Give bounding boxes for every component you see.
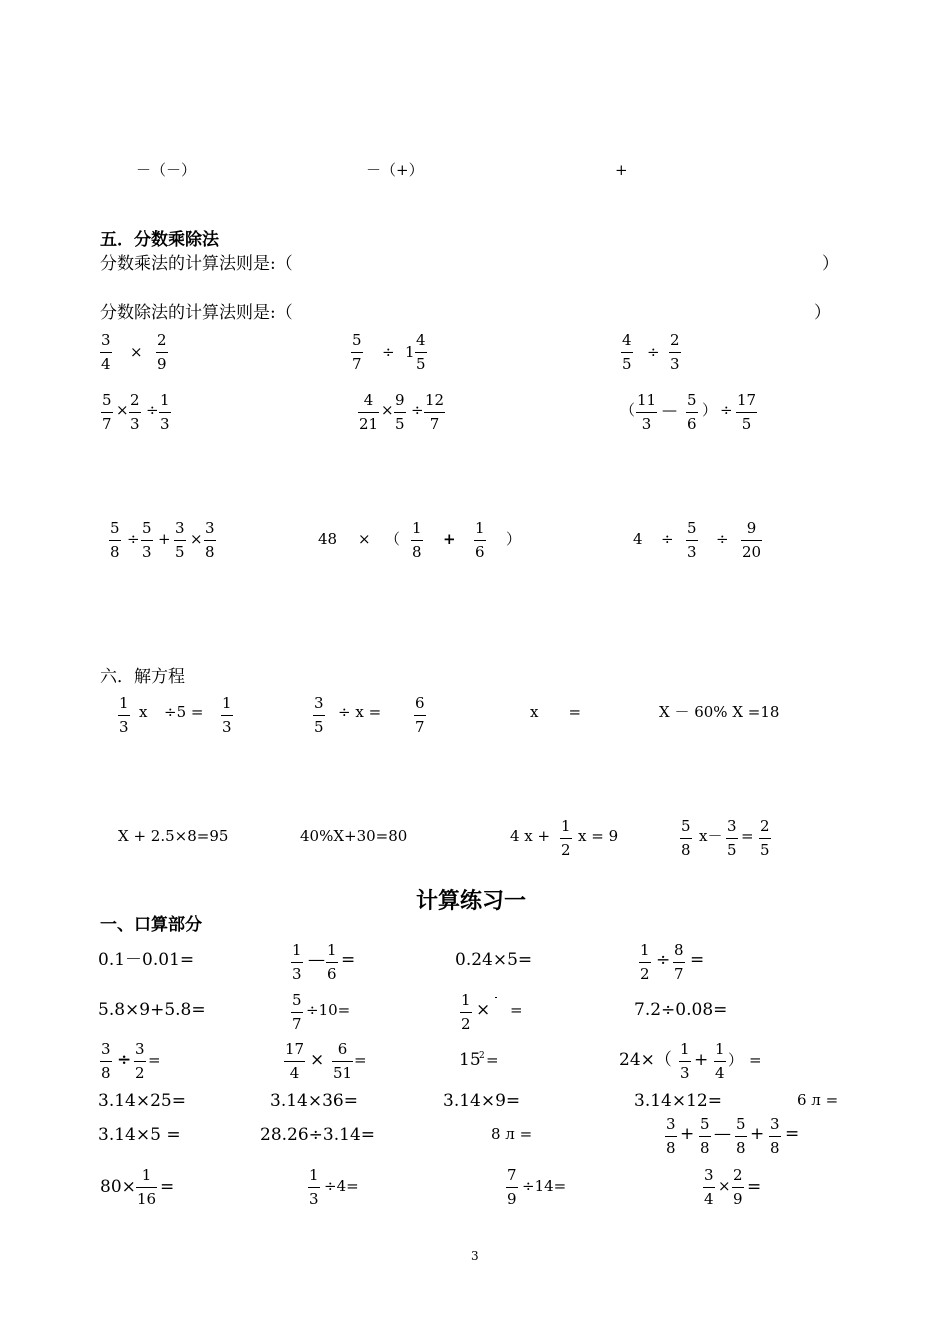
fraction: 1 3 [292, 941, 302, 983]
rule-multiplication-close: ） [822, 254, 839, 274]
fraction: 5 6 [687, 391, 697, 433]
fraction: 1 8 [412, 519, 422, 561]
fraction: 2 9 [733, 1166, 743, 1208]
fraction: 5 8 [736, 1115, 746, 1157]
times-sign: × [381, 401, 394, 419]
calc-r2-b: ÷10= [306, 1001, 351, 1019]
fraction: 8 7 [674, 941, 684, 983]
plus-sign: + [443, 530, 456, 548]
equation-7-right: x = 9 [578, 827, 619, 845]
fraction: 6 7 [415, 694, 425, 736]
fraction: 3 8 [666, 1115, 676, 1157]
div-sign: ÷ [127, 530, 140, 548]
fraction: 4 5 [416, 331, 426, 373]
fraction: 1 4 [715, 1040, 725, 1082]
calc-r1-c: 0.24×5= [455, 950, 533, 970]
fraction: 1 3 [680, 1040, 690, 1082]
equals-sign: = [741, 827, 754, 845]
calc-r4-e: 6 л = [797, 1091, 839, 1109]
fraction: 5 8 [681, 817, 691, 859]
calc-r3-d-pre: 24×（ [619, 1050, 672, 1070]
div-sign: ÷ [720, 401, 733, 419]
fraction: 6 51 [333, 1040, 353, 1082]
fraction: 17 4 [285, 1040, 305, 1082]
times-sign: × [476, 1000, 491, 1020]
fraction: 4 5 [622, 331, 632, 373]
plus-sign: + [750, 1124, 765, 1144]
equation-variable: x [139, 703, 148, 721]
fraction [495, 993, 497, 1002]
top-expr-2: －（+） [366, 161, 424, 179]
times-sign: × [190, 530, 203, 548]
left-paren: （ [620, 401, 636, 419]
fraction: 1 2 [461, 991, 471, 1033]
number-4: 4 [633, 530, 643, 548]
calc-r2-a: 5.8×9+5.8= [98, 1000, 206, 1020]
equals-sign: = [354, 1051, 367, 1069]
plus-sign: + [158, 530, 171, 548]
times-sign: × [358, 530, 371, 548]
calc-r5-c: 8 л = [491, 1125, 533, 1143]
fraction: 5 3 [142, 519, 152, 561]
rule-division: 分数除法的计算法则是:（ [100, 303, 293, 323]
div-sign: ÷ [117, 1050, 132, 1070]
exercise-title: 计算练习一 [416, 888, 527, 914]
div-sign: ÷ [661, 530, 674, 548]
equals-sign: = [690, 950, 705, 970]
left-paren: （ [385, 530, 401, 548]
fraction: 3 4 [101, 331, 111, 373]
fraction: 3 5 [727, 817, 737, 859]
div-sign: ÷ [656, 950, 671, 970]
calc-r4-c: 3.14×9= [443, 1091, 521, 1111]
fraction: 11 3 [637, 391, 657, 433]
fraction: 12 7 [425, 391, 445, 433]
calc-r4-b: 3.14×36= [270, 1091, 358, 1111]
equation-2-rest: ÷ x = [338, 703, 382, 721]
minus-sign: — [662, 401, 677, 419]
fraction: 5 7 [352, 331, 362, 373]
top-expr-1: －（－） [136, 161, 197, 179]
rule-multiplication: 分数乘法的计算法则是:（ [100, 254, 293, 274]
fraction: 1 3 [222, 694, 232, 736]
fraction: 1 3 [119, 694, 129, 736]
fraction: 1 2 [561, 817, 571, 859]
right-paren: ） [728, 1051, 744, 1069]
right-paren: ） [506, 530, 522, 548]
fraction: 5 3 [687, 519, 697, 561]
calc-r4-d: 3.14×12= [634, 1091, 722, 1111]
equation-4: X － 60% X =18 [659, 703, 780, 721]
fraction: 5 7 [292, 991, 302, 1033]
times-sign: × [718, 1177, 731, 1195]
equals-sign: = [747, 1177, 762, 1197]
rule-division-close: ） [814, 303, 831, 323]
equation-1-rest: ÷5 = [164, 703, 204, 721]
times-sign: × [116, 401, 129, 419]
fraction: 7 9 [507, 1166, 517, 1208]
equation-5: X + 2.5×8=95 [118, 827, 229, 845]
fraction: 5 7 [102, 391, 112, 433]
mixed-whole: 1 [405, 343, 415, 361]
calc-r4-a: 3.14×25= [98, 1091, 186, 1111]
times-sign: × [130, 343, 143, 361]
calc-r6-a-pre: 80× [100, 1177, 136, 1197]
equals-sign: = [160, 1177, 175, 1197]
fraction: 1 2 [640, 941, 650, 983]
fraction: 1 6 [475, 519, 485, 561]
fraction: 9 20 [742, 519, 762, 561]
fraction: 17 5 [737, 391, 757, 433]
number-48: 48 [318, 530, 338, 548]
fraction: 3 8 [101, 1040, 111, 1082]
equals-sign: = [148, 1051, 161, 1069]
section6-heading: 六．解方程 [100, 667, 185, 687]
fraction: 2 3 [670, 331, 680, 373]
plus-sign: + [680, 1124, 695, 1144]
fraction: 1 6 [327, 941, 337, 983]
div-sign: ÷ [411, 401, 424, 419]
fraction: 3 2 [135, 1040, 145, 1082]
top-expr-3: + [615, 161, 628, 179]
fraction: 3 4 [704, 1166, 714, 1208]
calc-r5-b: 28.26÷3.14= [260, 1125, 376, 1145]
calc-r6-b: ÷4= [324, 1177, 359, 1195]
div-sign: ÷ [716, 530, 729, 548]
equals-sign: = [486, 1051, 499, 1069]
fraction: 5 8 [110, 519, 120, 561]
calc-r3-c-base: 15 [459, 1050, 481, 1070]
div-sign: ÷ [382, 343, 395, 361]
section5-heading: 五．分数乘除法 [100, 230, 219, 250]
right-paren: ） [702, 401, 718, 419]
minus-sign: — [308, 950, 325, 970]
fraction: 1 3 [160, 391, 170, 433]
div-sign: ÷ [146, 401, 159, 419]
fraction: 4 21 [359, 391, 379, 433]
fraction: 2 9 [157, 331, 167, 373]
fraction: 3 5 [314, 694, 324, 736]
equals-sign: = [510, 1001, 523, 1019]
plus-sign: + [694, 1050, 709, 1070]
equation-3: x = [530, 703, 582, 721]
calc-r6-c: ÷14= [522, 1177, 567, 1195]
fraction: 5 8 [700, 1115, 710, 1157]
fraction: 3 8 [205, 519, 215, 561]
equals-sign: = [785, 1124, 800, 1144]
fraction: 2 5 [760, 817, 770, 859]
div-sign: ÷ [647, 343, 660, 361]
equals-sign: = [341, 950, 356, 970]
fraction: 1 16 [137, 1166, 157, 1208]
fraction: 1 3 [309, 1166, 319, 1208]
fraction: 3 8 [770, 1115, 780, 1157]
calc-r1-a: 0.1－0.01= [98, 950, 195, 970]
equation-7-left: 4 x + [510, 827, 551, 845]
equation-6: 40%X+30=80 [300, 827, 408, 845]
equals-sign: = [749, 1051, 762, 1069]
fraction: 3 5 [175, 519, 185, 561]
times-sign: × [310, 1050, 325, 1070]
mental-math-heading: 一、口算部分 [100, 915, 202, 935]
equation-8-mid: x－ [699, 827, 723, 845]
calc-r5-a: 3.14×5 = [98, 1125, 181, 1145]
calc-r3-c-exponent: 2 [479, 1051, 485, 1061]
fraction: 9 5 [395, 391, 405, 433]
calc-r2-d: 7.2÷0.08= [634, 1000, 728, 1020]
page-number: 3 [471, 1249, 479, 1263]
fraction: 2 3 [130, 391, 140, 433]
minus-sign: — [714, 1124, 731, 1144]
